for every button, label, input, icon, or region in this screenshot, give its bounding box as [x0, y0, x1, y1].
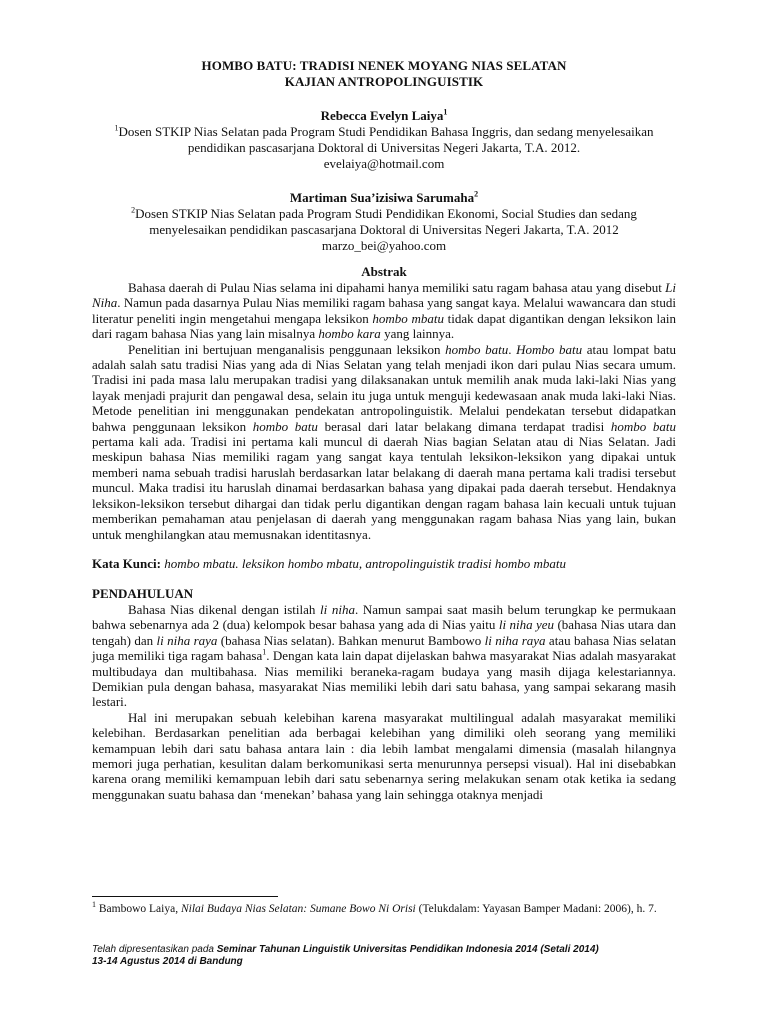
paper-title: [92, 58, 676, 90]
author-2-email: marzo_bei@yahoo.com: [321, 238, 447, 253]
author-1-email: evelaiya@hotmail.com: [323, 156, 445, 171]
title-line-2: KAJIAN ANTROPOLINGUISTIK: [284, 74, 484, 89]
abstract-heading: Abstrak: [361, 264, 407, 279]
author-2-name: Martiman Sua’izisiwa Sarumaha$^2$: [289, 189, 479, 205]
footnote: $^1$ Bambowo Laiya, Nilai Budaya Nias Selatan: Sumane Bowo Ni Orisi (Telukdalam: Yayasan Bamper Madani: 2006), h. 7.: [92, 900, 657, 915]
footer-event: Seminar Tahunan Linguistik Universitas Pendidikan Indonesia 2014 (Setali 2014): [216, 944, 599, 955]
footnote-ref[interactable]: 1: [262, 647, 267, 657]
author-1-name: Rebecca Evelyn Laiya$^1$: [320, 107, 448, 123]
footnote-divider: [92, 896, 278, 897]
footer-date: 13-14 Agustus 2014 di Bandung: [92, 956, 243, 967]
author-1-affiliation: $^1$Dosen STKIP Nias Selatan pada Program Studi Pendidikan Bahasa Inggris, dan sedang menyelesaikan pendidikan pascasarjana Doktoral di Universitas Negeri Jakarta, T.A. 2012. evelaiya@hotmail.com: [92, 124, 676, 172]
abstract-paragraph-2: Penelitian ini bertujuan menganalisis penggunaan leksikon hombo batu. Hombo batu atau lompat batu adalah salah satu tradisi Nias yang ada di Nias Selatan yang telah menjadi ikon dari pulau Nias secara umum. Tradisi ini pada masa lalu merupakan tradisi yang dilaksanakan untuk memilih anak muda laki-laki Nias yang layak menjadi prajurit dan pengawal desa, selain itu juga untuk menguji kedewasaan anak muda laki-laki Nias. Metode penelitian ini menggunakan pendekatan antropolinguistik. Melalui pendekatan tersebut didapatkan bahwa penggunaan leksikon hombo batu berasal dari latar belakang dimana terdapat tradisi hombo batu pertama kali ada. Tradisi ini pertama kali muncul di daerah Nias bagian Selatan atau di Nias Selatan. Jadi meskipun bahasa Nias memiliki ragam yang sangat kaya tentulah leksikon-leksikon yang dipakai untuk memberi nama sebuah tradisi haruslah berdasarkan latar belakang di daerah mana pertama kali tradisi tersebut muncul. Maka tradisi itu haruslah dinamai berdasarkan bahasa yang dipakai pada daerah tersebut. Hendaknya leksikon-leksikon tersebut dihargai dan tidak perlu digantikan dengan ragam bahasa lain kecuali untuk tujuan memberikan pemahaman atau penjelasan di daerah yang menggunakan ragam bahasa Nias yang lain, bukan untuk menghilangkan atau memusnakan identitasnya.: [92, 341, 677, 542]
abstract-paragraph-1: Bahasa daerah di Pulau Nias selama ini dipahami hanya memiliki satu ragam bahasa atau yang disebut Li Niha. Namun pada dasarnya Pulau Nias memiliki ragam bahasa yang sangat kaya. Melalui wawancara dan studi literatur peneliti ingin mengetahui mengapa leksikon hombo mbatu tidak dapat digantikan dengan leksikon lain dari ragam bahasa Nias yang lain misalnya hombo kara yang lainnya.: [92, 280, 677, 342]
keywords: Kata Kunci: hombo mbatu. leksikon hombo mbatu, antropolinguistik tradisi hombo mbatu: [92, 555, 567, 571]
page-footer: Telah dipresentasikan pada Seminar Tahunan Linguistik Universitas Pendidikan Indonesia 2014 (Setali 2014) 13-14 Agustus 2014 di Bandung: [92, 944, 692, 968]
title-line-1: HOMBO BATU: TRADISI NENEK MOYANG NIAS SELATAN: [201, 58, 567, 73]
intro-paragraph-1: Bahasa Nias dikenal dengan istilah li niha. Namun sampai saat masih belum terungkap ke permukaan bahwa sebenarnya ada 2 (dua) kelompok besar bahasa yang ada di Nias yaitu li niha yeu (bahasa Nias utara dan tengah) dan li niha raya (bahasa Nias selatan). Bahkan menurut Bambowo li niha raya atau bahasa Nias selatan juga memiliki tiga ragam bahasa$^1$. Dengan kata lain dapat dijelaskan bahwa masyarakat Nias adalah masyarakat multibudaya dan multibahasa. Nias memiliki beraneka-ragam budaya yang masih dijaga kelestariannya. Demikian pula dengan bahasa, masyarakat Nias memiliki lebih dari satu bahasa, yang sampai sekarang masih lestari.: [92, 601, 676, 710]
author-2-affiliation: $^2$Dosen STKIP Nias Selatan pada Program Studi Pendidikan Ekonomi, Social Studies dan sedang menyelesaikan pendidikan pascasarjana Doktoral di Universitas Negeri Jakarta, T.A. 2012 marzo_bei@yahoo.com: [92, 206, 676, 254]
section-heading-pendahuluan: PENDAHULUAN: [92, 585, 194, 601]
intro-paragraph-2: Hal ini merupakan sebuah kelebihan karena masyarakat multilingual adalah masyarakat memiliki kelebihan. Berdasarkan penelitian ada berbagai kelebihan yang dimiliki oleh seorang yang memiliki kemampuan lebih dari satu bahasa antara lain : dia lebih lambat mengalami dimensia (masalah hilangnya memori juga perhatian, kesulitan dalam berkomunikasi serta menurunnya persepsi visual). Hal ini disebabkan karena orang memiliki kemampuan lebih dari satu sebenarnya sering melakukan senam otak ketika ia sedang menggunakan suatu bahasa dan ‘menekan’ bahasa yang lain sehingga otaknya menjadi: [92, 709, 676, 802]
